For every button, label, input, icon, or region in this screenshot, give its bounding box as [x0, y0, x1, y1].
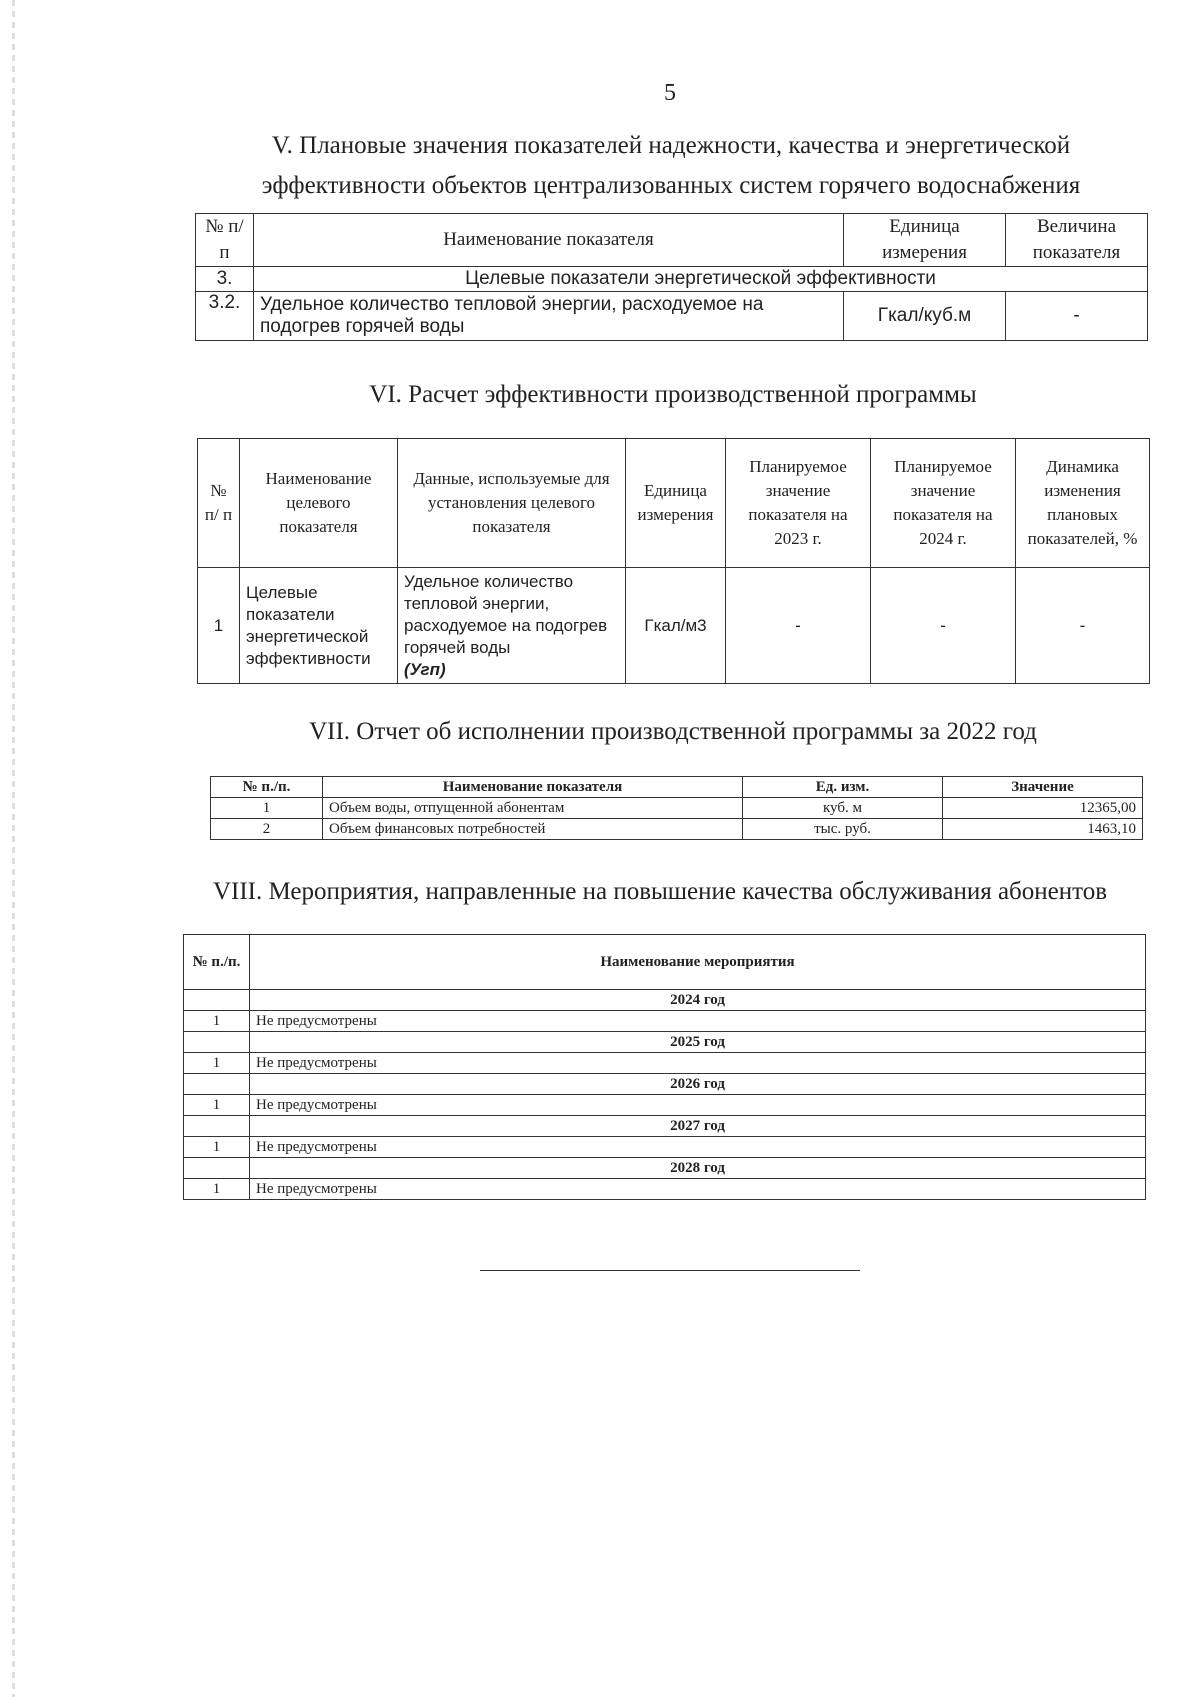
table-header-row [196, 214, 1148, 267]
table-header-row [211, 777, 1143, 798]
table-row [184, 1137, 1146, 1158]
row-data-text: Удельное количество тепловой энергии, расходуемое на подогрев горячей воды [404, 571, 608, 657]
year-label: 2028 год [250, 1158, 1146, 1179]
table-group-row [196, 267, 1148, 292]
table-row [196, 292, 1148, 341]
group-num: 3. [196, 267, 254, 292]
header-unit: Единица измерения [626, 439, 726, 568]
row-name: Целевые показатели энергетической эффективности [240, 568, 398, 684]
row-item: Не предусмотрены [250, 1137, 1146, 1158]
year-num-cell [184, 1158, 250, 1179]
year-label: 2027 год [250, 1116, 1146, 1137]
scan-edge-artifact [12, 0, 15, 1697]
table-header-row [198, 439, 1150, 568]
header-num: № п/ п [198, 439, 240, 568]
table-row [184, 1053, 1146, 1074]
row-data [398, 568, 626, 684]
row-item: Не предусмотрены [250, 1179, 1146, 1200]
row-unit: Гкал/куб.м [844, 292, 1006, 341]
year-label: 2026 год [250, 1074, 1146, 1095]
section-8-title: VIII. Мероприятия, направленные на повышение качества обслуживания абонентов [212, 878, 1108, 905]
section-7-title: VII. Отчет об исполнении производственной программы за 2022 год [309, 718, 1037, 745]
header-dynamics: Динамика изменения плановых показателей, % [1016, 439, 1150, 568]
row-value: - [1006, 292, 1148, 341]
header-value: Величина показателя [1006, 214, 1148, 267]
table-row [198, 568, 1150, 684]
row-num: 1 [198, 568, 240, 684]
row-item: Не предусмотрены [250, 1053, 1146, 1074]
header-num: № п./п. [211, 777, 323, 798]
header-plan-2023: Планируемое значение показателя на 2023 г. [726, 439, 871, 568]
row-value: 1463,10 [943, 819, 1143, 840]
header-name: Наименование показателя [254, 214, 844, 267]
table-header-row [184, 935, 1146, 990]
year-row [184, 990, 1146, 1011]
section-5-table [195, 213, 1148, 341]
header-unit: Единица измерения [844, 214, 1006, 267]
section-5-title [195, 126, 1147, 206]
year-num-cell [184, 1074, 250, 1095]
row-num: 1 [184, 1179, 250, 1200]
row-item: Не предусмотрены [250, 1095, 1146, 1116]
group-title: Целевые показатели энергетической эффективности [254, 267, 1148, 292]
row-num: 1 [211, 798, 323, 819]
row-unit: куб. м [743, 798, 943, 819]
year-row [184, 1032, 1146, 1053]
section-8-table [183, 934, 1146, 1200]
row-name: Объем финансовых потребностей [323, 819, 743, 840]
table-row [211, 819, 1143, 840]
header-name: Наименование мероприятия [250, 935, 1146, 990]
table-row [184, 1011, 1146, 1032]
year-label: 2025 год [250, 1032, 1146, 1053]
section-5-title-line-1: V. Плановые значения показателей надежности, качества и энергетической [271, 132, 1071, 159]
header-plan-2024: Планируемое значение показателя на 2024 г. [871, 439, 1016, 568]
row-num: 2 [211, 819, 323, 840]
row-data-symbol: (Угп) [404, 659, 446, 679]
header-value: Значение [943, 777, 1143, 798]
page-number: 5 [664, 80, 676, 106]
header-name: Наименование показателя [323, 777, 743, 798]
row-unit: Гкал/м3 [626, 568, 726, 684]
row-num: 1 [184, 1095, 250, 1116]
header-unit: Ед. изм. [743, 777, 943, 798]
row-name: Удельное количество тепловой энергии, расходуемое на подогрев горячей воды [254, 292, 844, 341]
row-name: Объем воды, отпущенной абонентам [323, 798, 743, 819]
header-num: № п/п [196, 214, 254, 267]
section-6-table [197, 438, 1150, 684]
section-6-title: VI. Расчет эффективности производственной программы [369, 381, 977, 408]
row-item: Не предусмотрены [250, 1011, 1146, 1032]
year-row [184, 1158, 1146, 1179]
header-data: Данные, используемые для установления целевого показателя [398, 439, 626, 568]
table-row [184, 1179, 1146, 1200]
row-num: 3.2. [196, 292, 254, 341]
section-7-table [210, 776, 1143, 840]
row-dynamics: - [1016, 568, 1150, 684]
year-num-cell [184, 1116, 250, 1137]
row-plan-2023: - [726, 568, 871, 684]
header-name: Наименование целевого показателя [240, 439, 398, 568]
year-num-cell [184, 990, 250, 1011]
year-row [184, 1074, 1146, 1095]
row-num: 1 [184, 1011, 250, 1032]
row-plan-2024: - [871, 568, 1016, 684]
year-label: 2024 год [250, 990, 1146, 1011]
row-num: 1 [184, 1137, 250, 1158]
row-value: 12365,00 [943, 798, 1143, 819]
section-5-title-line-2: эффективности объектов централизованных систем горячего водоснабжения [261, 172, 1081, 199]
row-unit: тыс. руб. [743, 819, 943, 840]
table-row [211, 798, 1143, 819]
table-row [184, 1095, 1146, 1116]
row-num: 1 [184, 1053, 250, 1074]
year-num-cell [184, 1032, 250, 1053]
closing-line [480, 1270, 860, 1271]
header-num: № п./п. [184, 935, 250, 990]
year-row [184, 1116, 1146, 1137]
